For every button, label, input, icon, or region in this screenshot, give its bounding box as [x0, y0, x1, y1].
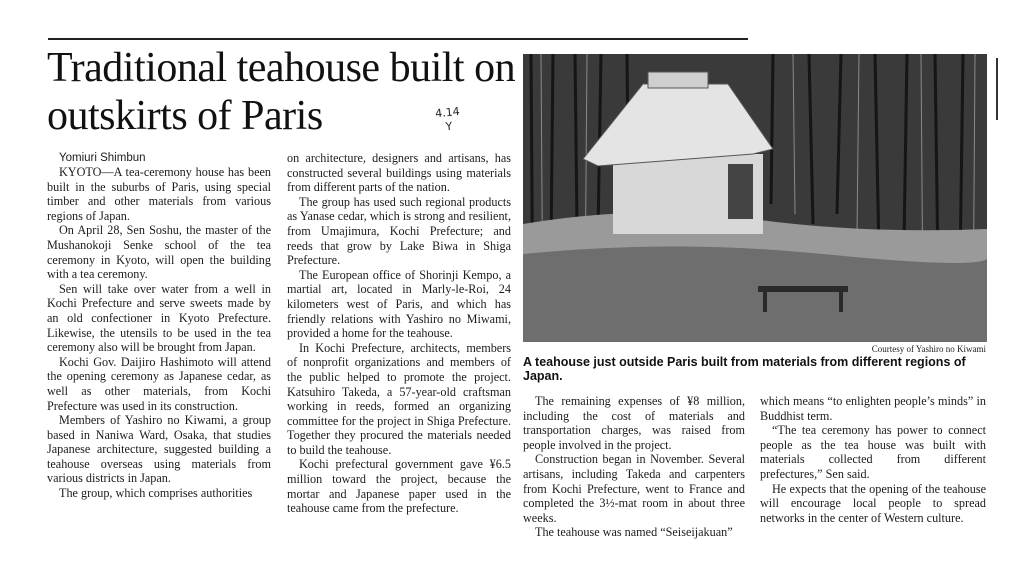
paragraph: The European office of Shorinji Kempo, a martial art, located in Marly-le-Roi, 24 kilometers west of Paris, and which has friendly relations with Yashiro no Miwami, provided a home for the teahouse. — [287, 267, 511, 341]
paragraph: The remaining expenses of ¥8 million, including the cost of materials and transportation charges, was raised from people involved in the project. — [523, 394, 745, 452]
page-edge-line — [996, 58, 998, 120]
paragraph: The group has used such regional products as Yanase cedar, which is strong and resilient, from Umajimura, Kochi Prefecture; and reeds that grow by Lake Biwa in Shiga Prefecture. — [287, 194, 511, 268]
article-column-2 — [287, 151, 511, 516]
paragraph: The teahouse was named “Seiseijakuan” — [535, 525, 733, 540]
article-column-3 — [523, 394, 745, 540]
byline: Yomiuri Shimbun — [59, 152, 146, 164]
paragraph: Members of Yashiro no Kiwami, a group based in Naniwa Ward, Osaka, that studies Japanese architecture, suggested building a teahouse overseas using materials from various districts in Japan. — [47, 413, 271, 486]
paragraph: Sen will take over water from a well in Kochi Prefecture and serve sweets made by an old confectioner in Kyoto Prefecture. Likewise, the utensils to be used in the tea ceremony also will be brought from Japan. — [47, 281, 271, 355]
paragraph: He expects that the opening of the teahouse will encourage local people to spread networks in the center of Western culture. — [760, 481, 986, 525]
paragraph: Kochi Gov. Daijiro Hashimoto will attend the opening ceremony as Japanese cedar, as well as other materials, from Kochi Prefecture was used in its construction. — [47, 354, 271, 413]
paragraph: KYOTO—A tea-ceremony house has been built in the suburbs of Paris, using special timber and other materials from various regions of Japan. — [47, 165, 271, 223]
paragraph: on architecture, designers and artisans, has constructed several buildings using materials from different parts of the nation. — [287, 151, 511, 195]
paragraph: On April 28, Sen Soshu, the master of the Mushanokoji Senke school of the tea ceremony in Kyoto, will open the building with a tea ceremony. — [47, 223, 271, 282]
handwritten-mark: Y — [444, 119, 453, 134]
photo-credit: Courtesy of Yashiro no Kiwami — [871, 344, 986, 354]
handwritten-note — [435, 105, 462, 135]
paragraph: which means “to enlighten people’s minds” in Buddhist term. — [760, 394, 986, 423]
paragraph: “The tea ceremony has power to connect people as the tea house was built with materials collected from different prefectures,” Sen said. — [760, 423, 986, 481]
handwritten-date: 4.14 — [434, 104, 461, 121]
article-column-1 — [47, 151, 271, 501]
paragraph: Construction began in November. Several artisans, including Takeda and carpenters from Kochi Prefecture, went to France and completed the 3½-mat room in about three weeks. — [523, 452, 745, 525]
paragraph: The group, which comprises authorities — [59, 486, 253, 501]
paragraph: In Kochi Prefecture, architects, members of nonprofit organizations and members of the public helped to promote the project. Katsuhiro Takeda, a 57-year-old craftsman working in reeds, formed an organizing committee for the project in Shiga Prefecture. Together they procured the materials needed to build the teahouse. — [287, 340, 511, 457]
article-column-4 — [760, 394, 986, 525]
paragraph: Kochi prefectural government gave ¥6.5 million toward the project, because the mortar and Japanese paper used in the teahouse came from the prefecture. — [287, 457, 511, 516]
photo-caption: A teahouse just outside Paris built from materials from different regions of Japan. — [523, 355, 966, 383]
teahouse-photo-illustration — [523, 54, 987, 342]
top-rule — [48, 38, 748, 40]
teahouse-photo — [523, 54, 987, 342]
article-headline: Traditional teahouse built on outskirts of Paris — [47, 45, 516, 139]
